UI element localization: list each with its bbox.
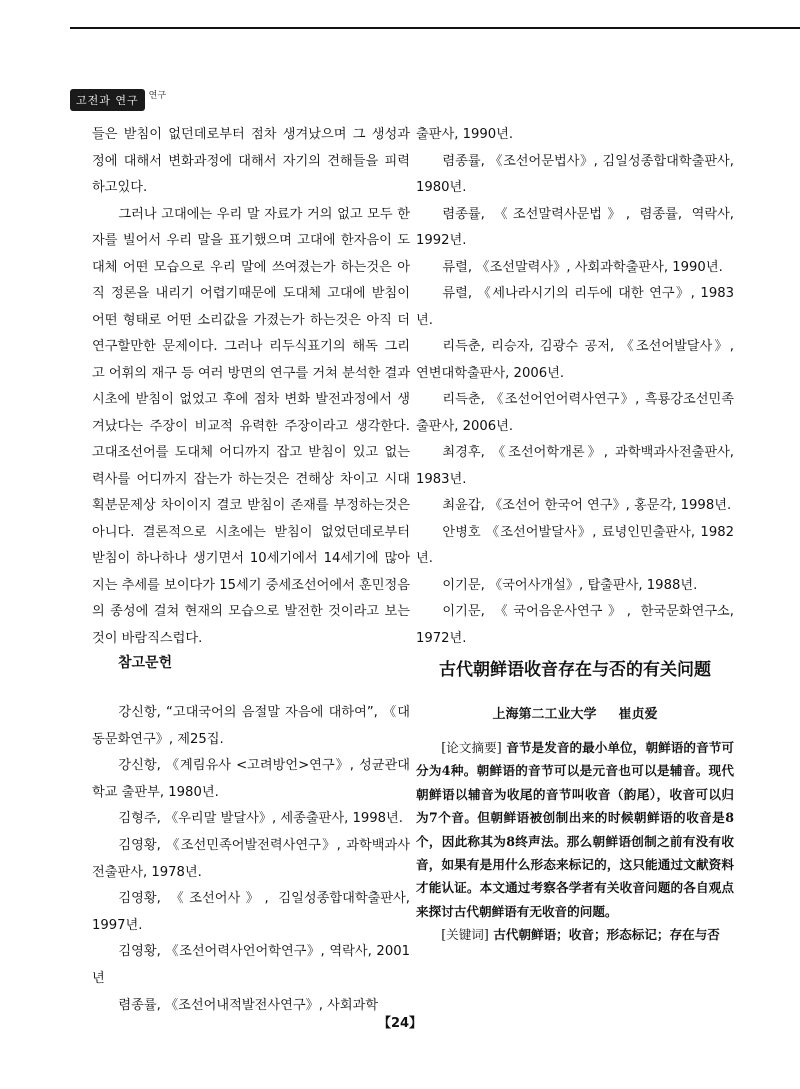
reference-item: 렴종률, 《조선어내적발전사연구》, 사회과학: [118, 997, 379, 1013]
reference-item: 김영황, 《조선민족어발전력사연구》, 과학백과사전출판사, 1978년.: [92, 837, 410, 880]
keywords-paragraph: [416, 923, 734, 946]
reference-item: 강신항, 《계림유사 <고려방언>연구》, 성균관대학교 출판부, 1980년.: [92, 758, 410, 800]
chinese-author-line: [416, 703, 734, 722]
affiliation: 上海第二工业大学: [492, 707, 597, 722]
right-references-column: [416, 122, 734, 652]
reference-item: 김영황, 《조선어사》, 김일성종합대학출판사, 1997년.: [92, 891, 410, 933]
chinese-abstract-title: 古代朝鲜语收音存在与否的有关问题: [439, 660, 711, 680]
logo-mark: 연구: [148, 90, 167, 101]
author-name: 崔贞爱: [618, 707, 658, 722]
reference-item: 이기문, 《국어음운사연구》, 한국문화연구소, 1972년.: [416, 604, 734, 646]
reference-item: 이기문, 《국어사개설》, 탑출판사, 1988년.: [442, 577, 698, 593]
reference-item: 김형주, 《우리말 발달사》, 세종출판사, 1998년.: [118, 811, 403, 827]
left-body-column: [92, 122, 410, 652]
reference-item: 렴종률, 《조선말력사문법》, 렴종률, 역락사, 1992년.: [416, 206, 734, 248]
reference-item: 최경후, 《조선어학개론》, 과학백과사전출판사, 1983년.: [416, 445, 734, 487]
journal-logo: [70, 89, 166, 111]
keywords-label: [关键词]: [441, 927, 489, 943]
page-number: 【24】: [377, 1016, 423, 1031]
body-paragraph: 그러나 고대에는 우리 말 자료가 거의 없고 모두 한자를 빌어서 우리 말을 표기했으며 고대에 한자음이 도대체 어떤 모습으로 우리 말에 쓰여졌는가 하는것은 아직 정론을 내리기 어렵기때문에 도대체 고대에 받침이 어떤 형태로 어떤 소리값을 가졌는가 하는것은 아직 더 연구할만한 문제이다. 그러나 리두식표기의 해독 그리고 어휘의 재구 등 여러 방면의 연구를 거쳐 분석한 결과 시초에 받침이 없었고 후에 점차 변화 발전과정에서 생겨났다는 주장이 비교적 유력한 주장이라고 생각한다. 고대조선어를 도대체 어디까지 잡고 받침이 있고 없는 력사를 어디까지 잡는가 하는것은 견해상 차이고 시대 획분문제상 차이이지 결코 받침이 존재를 부정하는것은 아니다. 결론적으로 시초에는 받침이 없었던데로부터 받침이 하나하나 생기면서 10세기에서 14세기에 많아지는 추세를 보이다가 15세기 중세조선어에서 훈민정음의 종성에 걸쳐 현재의 모습으로 발전한 것이라고 보는것이 바람직스럽다.: [92, 206, 410, 646]
reference-item: 리득춘, 리승자, 김광수 공저, 《조선어발달사》, 연변대학출판사, 2006년.: [416, 339, 734, 381]
abstract-label: [论文摘要]: [441, 740, 502, 755]
abstract-text: 音节是发音的最小单位，朝鲜语的音节可分为4种。朝鲜语的音节可以是元音也可以是辅音。现代朝鲜语以辅音为收尾的音节叫收音（韵尾），收音可以归为7个音。但朝鲜语被创制出来的时候朝鲜语的收音是8个，因此称其为8终声法。那么朝鲜语创制之前有没有收音，如果有是用什么形态来标记的，这只能通过文献资料才能认证。本文通过考察各学者有关收音问题的各自观点来探讨古代朝鲜语有无收音的问题。: [416, 740, 735, 919]
references-heading: 참고문헌: [118, 655, 173, 671]
keywords-text: 古代朝鲜语；收音；形态标记；存在与否: [493, 927, 720, 943]
left-references-list: [92, 700, 410, 1019]
reference-item: 리득춘, 《조선어언어력사연구》, 흑룡강조선민족출판사, 2006년.: [416, 392, 734, 434]
reference-item: 강신항, “고대국어의 음절말 자음에 대하여”, 《대동문화연구》, 제25집.: [92, 705, 410, 747]
body-paragraph: 들은 받침이 없던데로부터 점차 생겨났으며 그 생성과정에 대해서 변화과정에 대해서 자기의 견해들을 피력하고있다.: [92, 127, 410, 195]
reference-item: 류렬, 《세나라시기의 리두에 대한 연구》, 1983년.: [416, 286, 734, 328]
reference-item: 최윤갑, 《조선어 한국어 연구》, 홍문각, 1998년.: [442, 498, 732, 513]
reference-item: 안병호 《조선어발달사》, 료녕인민출판사, 1982년.: [416, 524, 734, 566]
reference-item: 류렬, 《조선말력사》, 사회과학출판사, 1990년.: [442, 259, 723, 275]
reference-item: 출판사, 1990년.: [416, 127, 514, 142]
reference-item: 김영황, 《조선어력사언어학연구》, 역락사, 2001년: [92, 944, 410, 986]
abstract-paragraph: [416, 736, 734, 923]
logo-text: 고전과 연구: [70, 89, 145, 111]
chinese-abstract: [416, 736, 734, 947]
top-rule: [70, 27, 800, 29]
reference-item: 렴종률, 《조선어문법사》, 김일성종합대학출판사, 1980년.: [416, 153, 734, 195]
